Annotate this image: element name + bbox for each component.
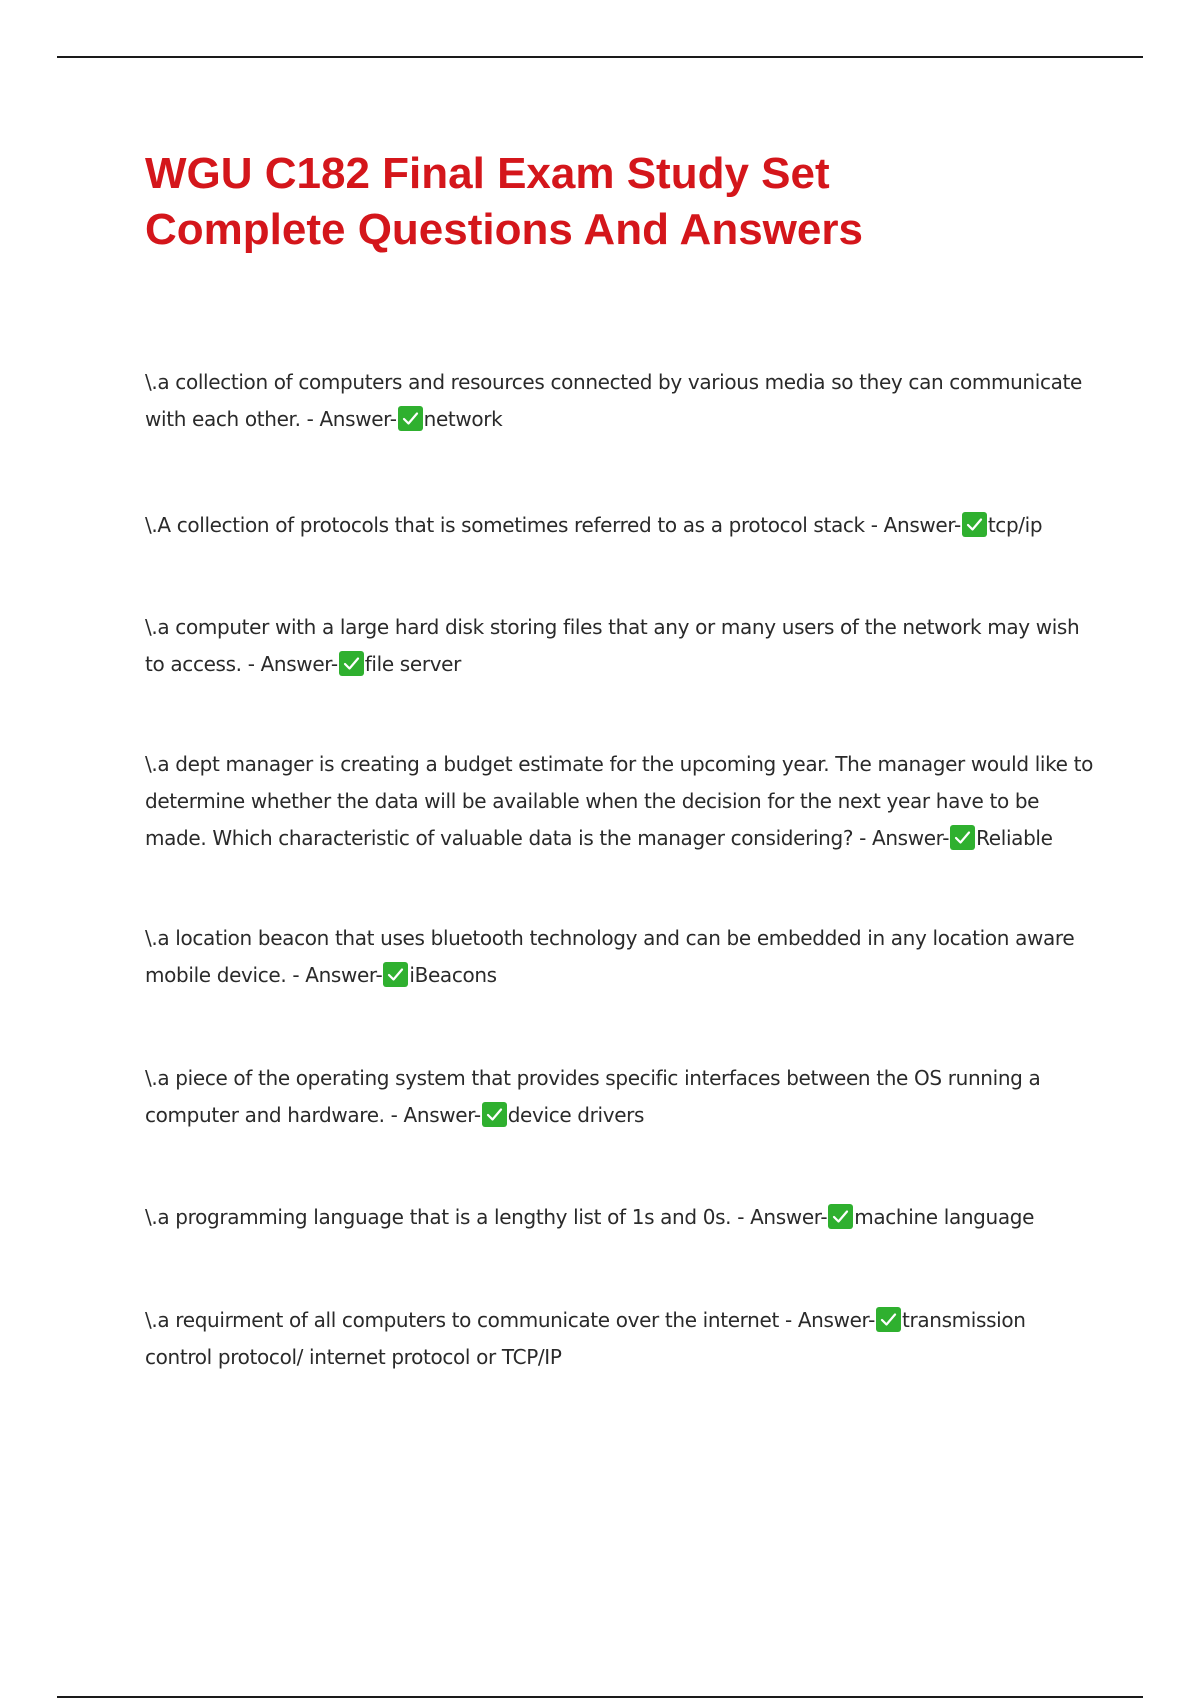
page-top-rule	[57, 56, 1143, 58]
answer-text: file server	[364, 652, 462, 676]
qa-item	[145, 1060, 1095, 1134]
answer-text: network	[423, 407, 503, 431]
check-mark-icon	[339, 651, 364, 676]
check-mark-icon	[383, 962, 408, 987]
answer-prefix: Answer-	[797, 1308, 875, 1332]
qa-item	[145, 1302, 1095, 1376]
question-text: \.a programming language that is a lengthy list of 1s and 0s. -	[145, 1205, 751, 1229]
check-mark-icon	[950, 825, 975, 850]
question-text: \.a collection of computers and resources connected by various media so they can communicate with each other. -	[145, 370, 1082, 431]
answer-prefix: Answer-	[319, 407, 397, 431]
document-title-line-2: Complete Questions And Answers	[145, 205, 863, 254]
answer-prefix: Answer-	[883, 513, 961, 537]
qa-item	[145, 920, 1095, 994]
question-text: \.a requirment of all computers to communicate over the internet -	[145, 1308, 798, 1332]
qa-item	[145, 1199, 1095, 1236]
question-text: \.a computer with a large hard disk storing files that any or many users of the network may wish to access. -	[145, 615, 1080, 676]
answer-text: Reliable	[976, 826, 1053, 850]
answer-text: machine language	[854, 1205, 1035, 1229]
check-mark-icon	[482, 1102, 507, 1127]
qa-item	[145, 364, 1095, 438]
document-title-line-1: WGU C182 Final Exam Study Set	[145, 149, 830, 198]
qa-item	[145, 507, 1095, 544]
answer-text: device drivers	[507, 1103, 645, 1127]
answer-prefix: Answer-	[750, 1205, 828, 1229]
question-text: \.a piece of the operating system that provides specific interfaces between the OS running a computer and hardware. -	[145, 1066, 1041, 1127]
check-mark-icon	[398, 406, 423, 431]
answer-text: tcp/ip	[987, 513, 1043, 537]
answer-text: iBeacons	[409, 963, 497, 987]
check-mark-icon	[828, 1204, 853, 1229]
document-title	[145, 146, 1105, 258]
page-bottom-rule	[57, 1696, 1143, 1698]
check-mark-icon	[962, 512, 987, 537]
answer-prefix: Answer-	[305, 963, 383, 987]
qa-item	[145, 609, 1095, 683]
check-mark-icon	[876, 1307, 901, 1332]
question-text: \.a dept manager is creating a budget estimate for the upcoming year. The manager would like to determine whether the data will be available when the decision for the next year have to be made. Which characteristic of valuable data is the manager considering? -	[145, 752, 1093, 850]
question-text: \.A collection of protocols that is sometimes referred to as a protocol stack -	[145, 513, 884, 537]
answer-text: transmission control protocol/ internet protocol or TCP/IP	[145, 1308, 1026, 1369]
answer-prefix: Answer-	[260, 652, 338, 676]
answer-prefix: Answer-	[871, 826, 950, 850]
answer-prefix: Answer-	[403, 1103, 481, 1127]
qa-item	[145, 746, 1095, 857]
question-text: \.a location beacon that uses bluetooth technology and can be embedded in any location aware mobile device. -	[145, 926, 1075, 987]
